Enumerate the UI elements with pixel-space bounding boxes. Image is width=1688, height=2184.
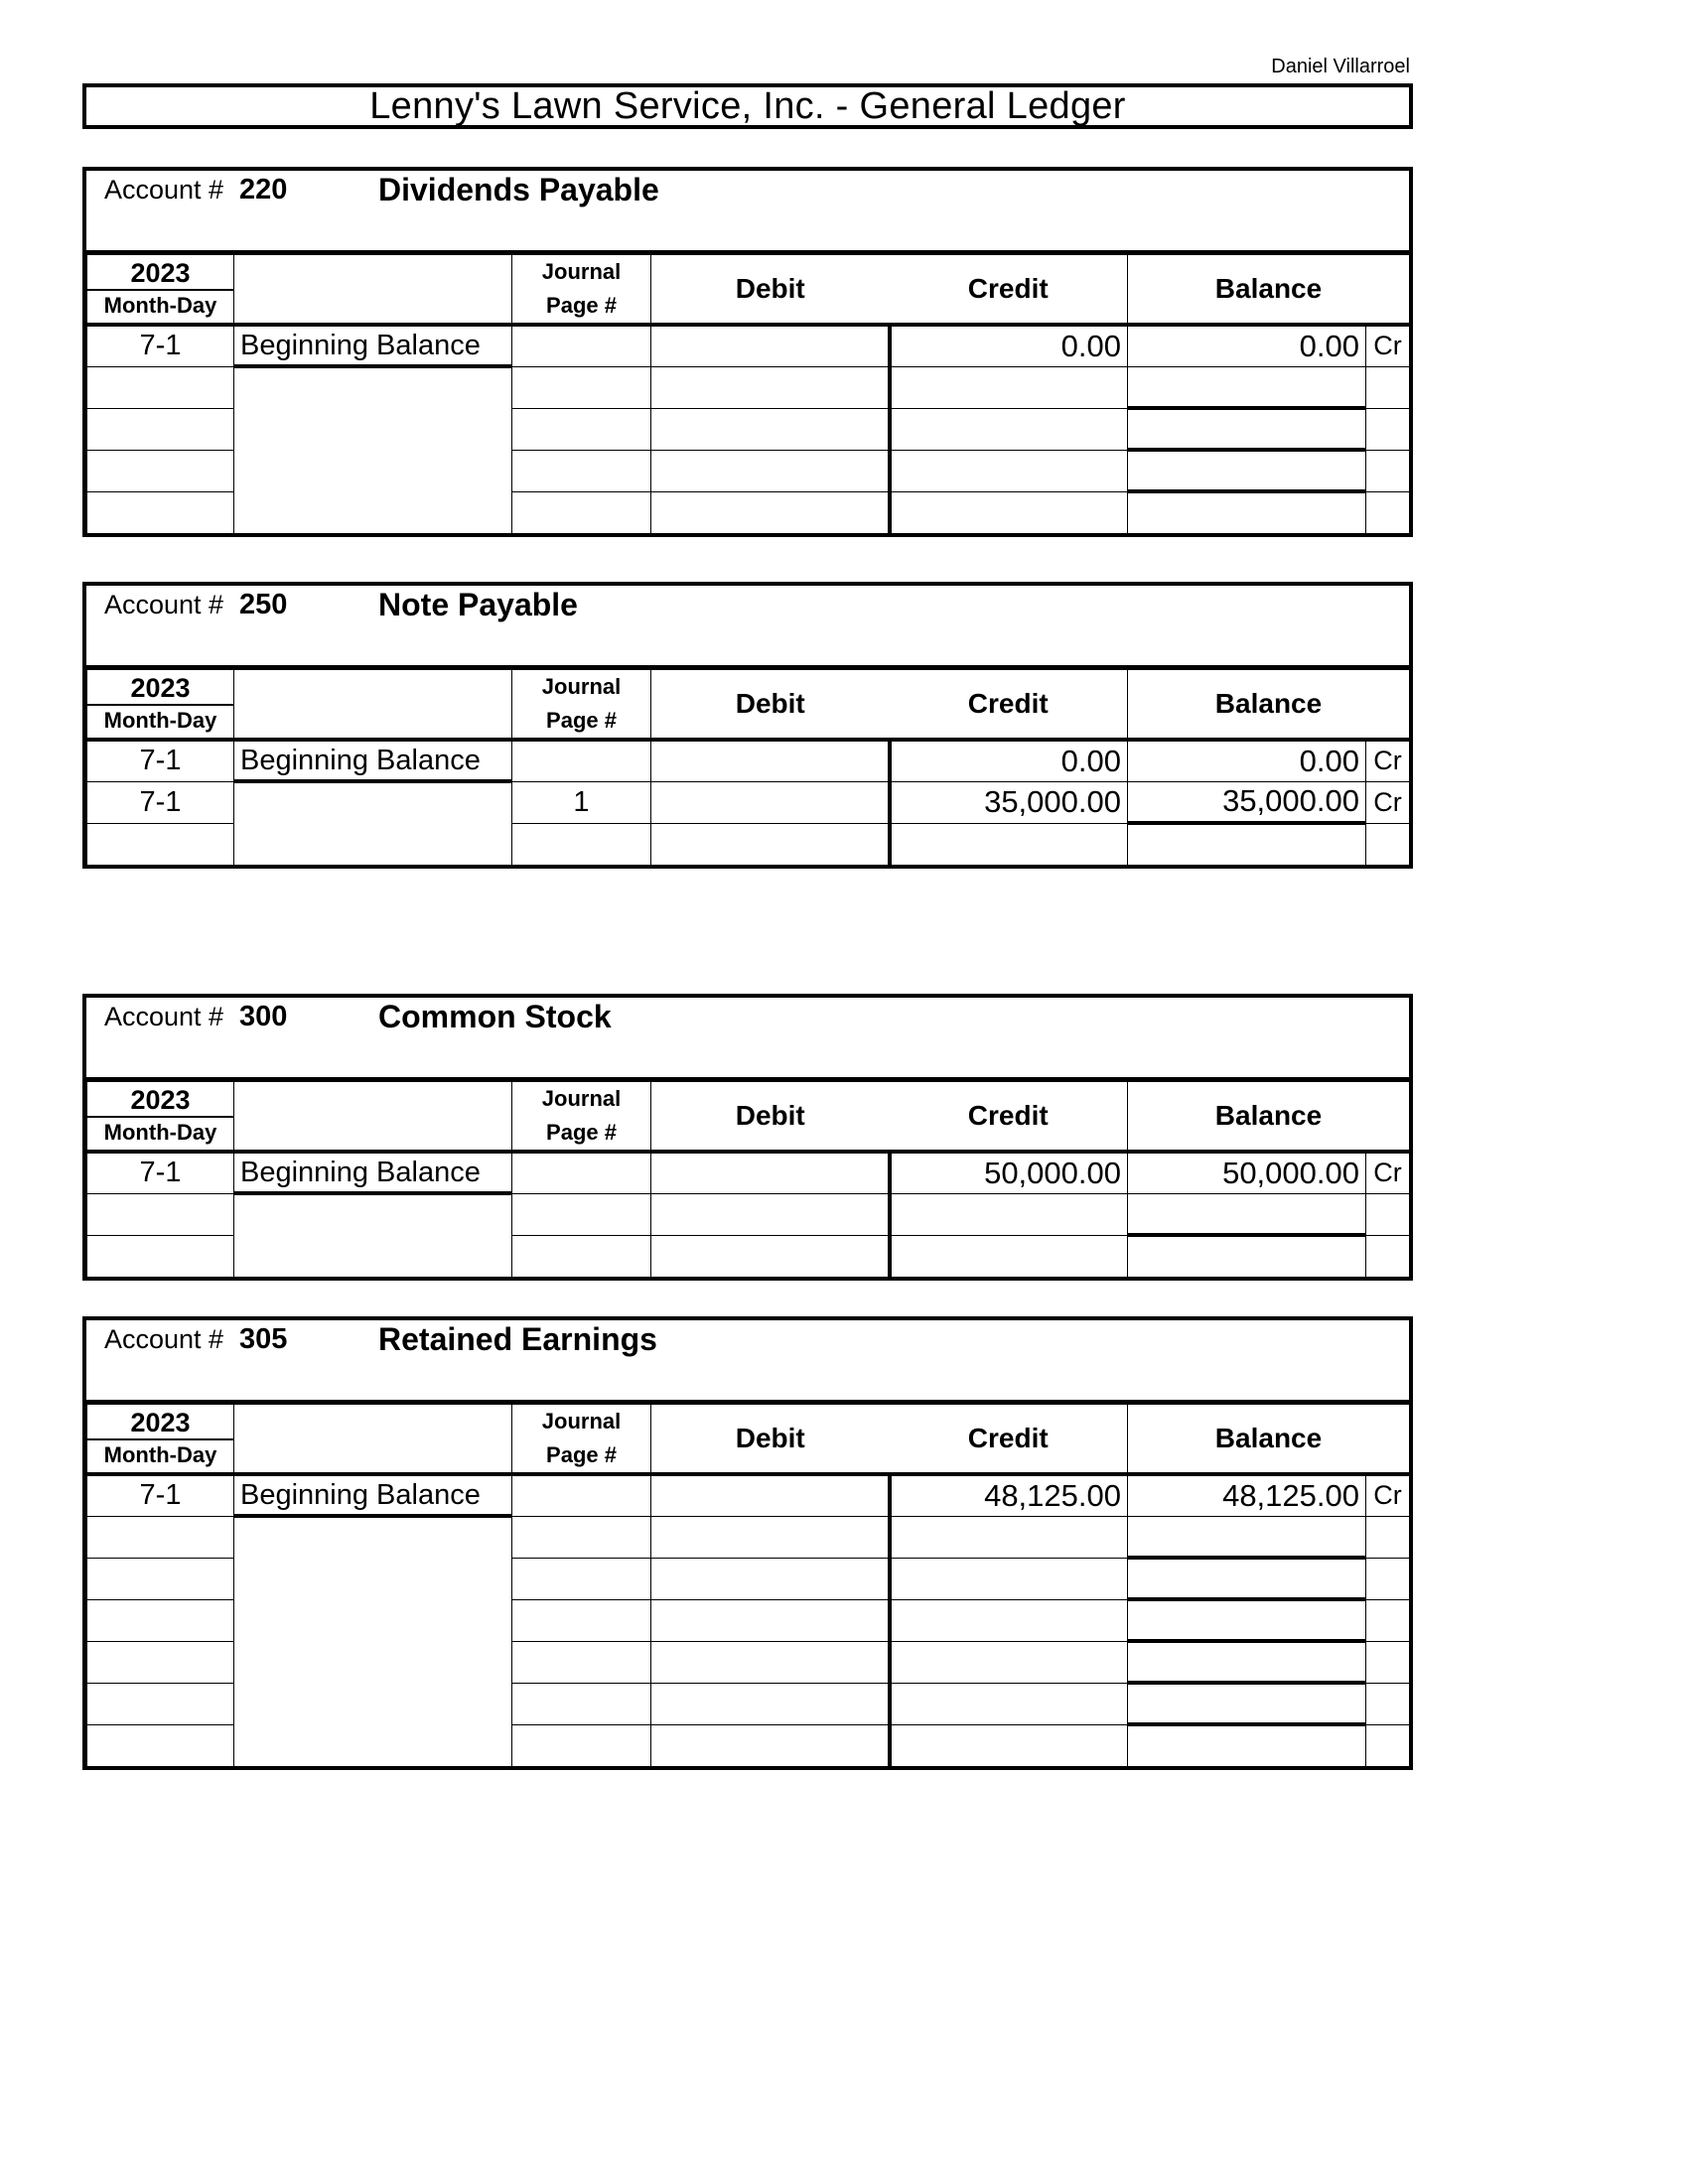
credit-header: Credit xyxy=(890,1405,1128,1475)
ledger-table xyxy=(86,1081,1410,1277)
date-cell xyxy=(87,1516,234,1558)
credit-cell xyxy=(890,1683,1128,1724)
date-cell xyxy=(87,1193,234,1235)
page-label: Page # xyxy=(546,1120,617,1145)
column-header-row xyxy=(87,670,1410,741)
account-250-ledger xyxy=(82,582,1413,869)
credit-cell xyxy=(890,450,1128,491)
journal-label: Journal xyxy=(541,259,622,284)
account-220-ledger xyxy=(82,167,1413,537)
credit-cell: 0.00 xyxy=(890,740,1128,781)
description-header xyxy=(234,255,512,326)
balance-cell xyxy=(1128,1193,1366,1235)
debit-cell xyxy=(651,366,890,408)
year-label: 2023 xyxy=(87,673,233,706)
debit-cell xyxy=(651,450,890,491)
debit-cell xyxy=(651,823,890,865)
date-header xyxy=(87,255,234,326)
balance-cell: 50,000.00 xyxy=(1128,1152,1366,1193)
journal-page-cell xyxy=(512,1474,651,1516)
ledger-title: Lenny's Lawn Service, Inc. - General Ledger xyxy=(82,83,1413,129)
ledger-table xyxy=(86,669,1410,865)
date-header xyxy=(87,1405,234,1475)
account-number: 250 xyxy=(239,589,288,620)
journal-page-cell xyxy=(512,1724,651,1766)
credit-cell xyxy=(890,408,1128,450)
debit-cell xyxy=(651,1152,890,1193)
description-header xyxy=(234,1405,512,1475)
balance-side-cell xyxy=(1366,366,1410,408)
account-300-ledger xyxy=(82,994,1413,1281)
debit-cell xyxy=(651,781,890,823)
date-cell xyxy=(87,1599,234,1641)
balance-side-cell: Cr xyxy=(1366,740,1410,781)
credit-cell xyxy=(890,1558,1128,1599)
journal-label: Journal xyxy=(541,674,622,699)
balance-header: Balance xyxy=(1128,1082,1410,1153)
credit-cell xyxy=(890,823,1128,865)
date-header xyxy=(87,1082,234,1153)
description-cell xyxy=(234,1193,512,1277)
description-header xyxy=(234,670,512,741)
credit-cell xyxy=(890,1641,1128,1683)
balance-side-cell xyxy=(1366,1724,1410,1766)
balance-side-cell xyxy=(1366,408,1410,450)
month-day-label: Month-Day xyxy=(103,1441,217,1467)
date-cell: 7-1 xyxy=(87,740,234,781)
date-cell xyxy=(87,1641,234,1683)
debit-cell xyxy=(651,1683,890,1724)
balance-side-cell xyxy=(1366,1193,1410,1235)
journal-page-cell xyxy=(512,1193,651,1235)
year-label: 2023 xyxy=(87,1408,233,1440)
credit-cell xyxy=(890,491,1128,533)
debit-cell xyxy=(651,408,890,450)
credit-cell: 0.00 xyxy=(890,325,1128,366)
date-cell xyxy=(87,1558,234,1599)
table-row xyxy=(87,1152,1410,1193)
page-label: Page # xyxy=(546,1442,617,1467)
journal-page-cell: 1 xyxy=(512,781,651,823)
date-cell xyxy=(87,450,234,491)
page-label: Page # xyxy=(546,708,617,733)
journal-page-cell xyxy=(512,1558,651,1599)
date-cell: 7-1 xyxy=(87,1474,234,1516)
journal-page-header xyxy=(512,255,651,326)
debit-cell xyxy=(651,491,890,533)
debit-cell xyxy=(651,1641,890,1683)
journal-page-cell xyxy=(512,1683,651,1724)
balance-cell xyxy=(1128,450,1366,491)
balance-side-cell xyxy=(1366,1558,1410,1599)
table-row xyxy=(87,781,1410,823)
journal-page-cell xyxy=(512,1516,651,1558)
description-cell xyxy=(234,781,512,865)
account-number: 305 xyxy=(239,1323,288,1355)
column-header-row xyxy=(87,1082,1410,1153)
balance-cell xyxy=(1128,1235,1366,1277)
credit-cell xyxy=(890,1235,1128,1277)
balance-side-cell: Cr xyxy=(1366,1474,1410,1516)
account-label: Account # xyxy=(104,1002,224,1031)
journal-page-cell xyxy=(512,366,651,408)
account-number: 300 xyxy=(239,1001,288,1032)
account-number: 220 xyxy=(239,174,288,205)
balance-cell: 48,125.00 xyxy=(1128,1474,1366,1516)
debit-header: Debit xyxy=(651,670,890,741)
journal-page-cell xyxy=(512,1235,651,1277)
table-row xyxy=(87,1474,1410,1516)
journal-page-cell xyxy=(512,1641,651,1683)
balance-cell: 0.00 xyxy=(1128,325,1366,366)
credit-cell xyxy=(890,1516,1128,1558)
balance-cell xyxy=(1128,408,1366,450)
account-name: Dividends Payable xyxy=(378,172,659,207)
balance-cell xyxy=(1128,1641,1366,1683)
debit-header: Debit xyxy=(651,255,890,326)
debit-cell xyxy=(651,1193,890,1235)
date-cell xyxy=(87,366,234,408)
account-name: Note Payable xyxy=(378,587,578,622)
balance-header: Balance xyxy=(1128,255,1410,326)
credit-cell: 35,000.00 xyxy=(890,781,1128,823)
balance-header: Balance xyxy=(1128,670,1410,741)
journal-page-cell xyxy=(512,491,651,533)
author-name: Daniel Villarroel xyxy=(1271,56,1410,77)
debit-cell xyxy=(651,1516,890,1558)
balance-side-cell xyxy=(1366,491,1410,533)
journal-label: Journal xyxy=(541,1086,622,1111)
balance-side-cell xyxy=(1366,823,1410,865)
page-label: Page # xyxy=(546,293,617,318)
month-day-label: Month-Day xyxy=(103,292,217,318)
account-header xyxy=(86,998,1409,1081)
balance-side-cell xyxy=(1366,1641,1410,1683)
account-name: Common Stock xyxy=(378,999,612,1034)
account-header xyxy=(86,586,1409,669)
date-header xyxy=(87,670,234,741)
description-header xyxy=(234,1082,512,1153)
date-cell xyxy=(87,823,234,865)
journal-page-header xyxy=(512,1082,651,1153)
date-cell: 7-1 xyxy=(87,325,234,366)
credit-header: Credit xyxy=(890,1082,1128,1153)
balance-cell xyxy=(1128,1724,1366,1766)
ledger-table xyxy=(86,1404,1410,1766)
balance-cell xyxy=(1128,1516,1366,1558)
table-row xyxy=(87,1516,1410,1558)
description-cell: Beginning Balance xyxy=(234,1152,512,1193)
credit-header: Credit xyxy=(890,670,1128,741)
balance-cell: 0.00 xyxy=(1128,740,1366,781)
balance-cell xyxy=(1128,823,1366,865)
credit-cell xyxy=(890,1724,1128,1766)
journal-page-cell xyxy=(512,450,651,491)
date-cell xyxy=(87,1724,234,1766)
description-cell: Beginning Balance xyxy=(234,740,512,781)
balance-side-cell: Cr xyxy=(1366,781,1410,823)
date-cell xyxy=(87,1683,234,1724)
table-row xyxy=(87,325,1410,366)
credit-cell xyxy=(890,1599,1128,1641)
balance-side-cell xyxy=(1366,450,1410,491)
balance-cell xyxy=(1128,1683,1366,1724)
balance-cell xyxy=(1128,1599,1366,1641)
balance-cell xyxy=(1128,1558,1366,1599)
balance-cell xyxy=(1128,366,1366,408)
debit-cell xyxy=(651,1474,890,1516)
debit-cell xyxy=(651,1599,890,1641)
journal-page-header xyxy=(512,1405,651,1475)
credit-cell: 50,000.00 xyxy=(890,1152,1128,1193)
description-cell xyxy=(234,1516,512,1766)
account-label: Account # xyxy=(104,1324,224,1354)
ledger-table xyxy=(86,254,1410,533)
date-cell xyxy=(87,491,234,533)
account-header xyxy=(86,1320,1409,1404)
debit-cell xyxy=(651,740,890,781)
description-cell: Beginning Balance xyxy=(234,325,512,366)
debit-cell xyxy=(651,1235,890,1277)
month-day-label: Month-Day xyxy=(103,707,217,733)
journal-page-cell xyxy=(512,1599,651,1641)
credit-cell xyxy=(890,366,1128,408)
credit-header: Credit xyxy=(890,255,1128,326)
journal-page-cell xyxy=(512,1152,651,1193)
table-row xyxy=(87,1193,1410,1235)
month-day-label: Month-Day xyxy=(103,1119,217,1145)
year-label: 2023 xyxy=(87,258,233,291)
description-cell xyxy=(234,366,512,533)
account-label: Account # xyxy=(104,175,224,205)
balance-header: Balance xyxy=(1128,1405,1410,1475)
date-cell: 7-1 xyxy=(87,1152,234,1193)
debit-cell xyxy=(651,325,890,366)
balance-side-cell xyxy=(1366,1683,1410,1724)
account-name: Retained Earnings xyxy=(378,1321,657,1357)
balance-side-cell xyxy=(1366,1599,1410,1641)
date-cell: 7-1 xyxy=(87,781,234,823)
description-cell: Beginning Balance xyxy=(234,1474,512,1516)
account-header xyxy=(86,171,1409,254)
date-cell xyxy=(87,408,234,450)
journal-page-cell xyxy=(512,823,651,865)
journal-page-cell xyxy=(512,325,651,366)
journal-page-cell xyxy=(512,740,651,781)
journal-page-cell xyxy=(512,408,651,450)
credit-cell: 48,125.00 xyxy=(890,1474,1128,1516)
date-cell xyxy=(87,1235,234,1277)
year-label: 2023 xyxy=(87,1085,233,1118)
journal-label: Journal xyxy=(541,1409,622,1433)
balance-side-cell xyxy=(1366,1516,1410,1558)
column-header-row xyxy=(87,1405,1410,1475)
account-305-ledger xyxy=(82,1316,1413,1770)
credit-cell xyxy=(890,1193,1128,1235)
debit-header: Debit xyxy=(651,1405,890,1475)
debit-cell xyxy=(651,1558,890,1599)
account-label: Account # xyxy=(104,590,224,619)
balance-side-cell: Cr xyxy=(1366,325,1410,366)
column-header-row xyxy=(87,255,1410,326)
balance-cell xyxy=(1128,491,1366,533)
debit-header: Debit xyxy=(651,1082,890,1153)
debit-cell xyxy=(651,1724,890,1766)
balance-side-cell xyxy=(1366,1235,1410,1277)
balance-cell: 35,000.00 xyxy=(1128,781,1366,823)
balance-side-cell: Cr xyxy=(1366,1152,1410,1193)
journal-page-header xyxy=(512,670,651,741)
table-row xyxy=(87,366,1410,408)
table-row xyxy=(87,740,1410,781)
